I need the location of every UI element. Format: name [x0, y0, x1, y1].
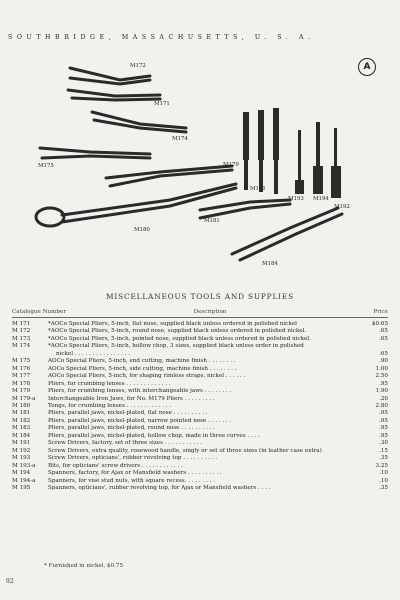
row-no: M 174: [12, 343, 31, 350]
table-row: [12, 418, 388, 425]
table-row: [12, 410, 388, 417]
table-row: [12, 448, 388, 455]
row-no: M 173: [12, 335, 31, 342]
screwdriver-m191a-icon: [243, 112, 249, 160]
table-header: [12, 309, 388, 318]
table-row: [12, 396, 388, 403]
row-desc: nickel . . . . . . . . . . . . . . . .: [56, 350, 130, 357]
header-catalogue: Catalogue Number: [12, 309, 66, 315]
footnote: * Furnished in nickel, $0.75: [44, 563, 124, 569]
row-no: M 180: [12, 402, 31, 409]
row-no: M 175: [12, 358, 31, 365]
row-desc: Screw Drivers, extra quality, rosewood handle, singly or set of three sizes (in leather case extra): [48, 447, 322, 454]
label-m172: M172: [130, 63, 146, 69]
row-desc: Pliers, for crumbing lenses . . . . . . . . . . . . .: [48, 380, 171, 387]
row-no: M 181: [12, 410, 31, 417]
row-no: M 194-a: [12, 477, 36, 484]
table-row: [12, 455, 388, 462]
table-row: [12, 388, 388, 395]
row-price: .90: [379, 358, 388, 365]
row-desc: Pliers, parallel jaws, nickel-plated, narrow pointed nose . . . . . . .: [48, 417, 232, 424]
label-m175: M175: [38, 163, 54, 169]
pliers-m174-icon: [92, 112, 186, 128]
row-price: .95: [379, 425, 388, 432]
row-no: M 191: [12, 440, 31, 447]
row-no: M 183: [12, 425, 31, 432]
table-row: [12, 351, 388, 358]
row-no: M 178: [12, 380, 31, 387]
table-row: [12, 470, 388, 477]
table-row: [12, 336, 388, 343]
row-price: $0.65: [371, 321, 388, 327]
row-price: .15: [379, 447, 388, 454]
row-desc: Pliers, parallel jaws, nickel-plated, hollow chop, made in three curves . . . .: [48, 432, 260, 439]
table-row: [12, 478, 388, 485]
row-no: M 184: [12, 432, 31, 439]
pliers-m175-icon: [40, 148, 150, 154]
row-price: .20: [379, 395, 388, 402]
table-row: [12, 343, 388, 350]
row-desc: Screw Drivers, opticians', rubber revolving top . . . . . . . . . .: [48, 455, 218, 462]
page-title: MISCELLANEOUS TOOLS AND SUPPLIES: [106, 292, 294, 301]
row-no: M 193: [12, 455, 31, 462]
table-row: [12, 321, 388, 328]
row-desc: *AOCo Special Pliers, 5-inch, pointed nose, supplied black unless ordered in polished nickel.: [48, 335, 311, 342]
row-no: M 171: [12, 321, 31, 327]
row-desc: Interchangeable Iron Jaws, for No. M179 Pliers . . . . . . . . .: [48, 395, 215, 402]
row-no: [12, 351, 48, 358]
row-desc: AOCo Special Pliers, 5-inch, side cutting, machine finish . . . . . . . .: [48, 365, 237, 372]
row-no: M 179: [12, 388, 31, 395]
row-desc: AOCo Special Pliers, 5-inch, for shaping rimless straps, nickel . . . . . .: [48, 373, 246, 380]
table-row: [12, 358, 388, 365]
page-header: SOUTHBRIDGE, MASSACHUSETTS, U. S. A.: [8, 34, 315, 41]
row-price: 1.90: [375, 388, 388, 395]
label-m174: M174: [172, 136, 188, 142]
label-m194: M194: [313, 196, 329, 202]
row-desc: *AOCo Special Pliers, 5-inch, hollow chop, 3 sizes, supplied black unless order in polished: [48, 343, 304, 350]
header-description: Description: [193, 309, 227, 315]
pliers-m184-icon: [232, 208, 338, 254]
table-row: [12, 403, 388, 410]
row-no: M 193-a: [12, 462, 36, 469]
row-price: .35: [379, 455, 388, 462]
row-price: 3.25: [375, 462, 388, 469]
row-price: .65: [379, 335, 388, 342]
price-table: [12, 309, 388, 492]
row-price: .30: [379, 440, 388, 447]
section-badge: A: [358, 58, 376, 76]
row-price: .95: [379, 380, 388, 387]
tools-plate-svg: [0, 50, 400, 290]
label-m184: M184: [262, 261, 278, 267]
row-desc: AOCo Special Pliers, 5-inch, end cutting, machine finish . . . . . . . .: [48, 358, 236, 365]
label-m171: M171: [154, 101, 170, 107]
table-row: [12, 366, 388, 373]
row-no: M 179-a: [12, 395, 36, 402]
row-desc: Spanners, opticians', rubber revolving top, for Ajax or Mansfield washers . . . .: [48, 484, 271, 491]
label-m180: M180: [134, 227, 150, 233]
table-row: [12, 425, 388, 432]
row-no: M 192: [12, 447, 31, 454]
table-row: [12, 373, 388, 380]
screwdriver-m191b-icon: [258, 110, 264, 160]
row-price: 1.00: [375, 365, 388, 372]
pliers-m171-icon: [68, 90, 160, 96]
row-price: .95: [379, 417, 388, 424]
table-row: [12, 328, 388, 335]
row-desc: Pliers, parallel jaws, nickel-plated, round nose . . . . . . . . . .: [48, 425, 216, 432]
row-desc: *AOCo Special Pliers, 5-inch, round nose, supplied black unless ordered in polished nickel.: [48, 328, 307, 335]
label-m191: M191: [250, 186, 266, 192]
row-desc: Spanners, factory, for Ajax or Mansfield washers . . . . . . . . . .: [48, 470, 222, 477]
row-desc: Bits, for opticians' screw drivers . . . . . . . . . . . .: [48, 462, 183, 469]
table-body: [12, 321, 388, 492]
row-price: .95: [379, 410, 388, 417]
label-m181: M181: [204, 218, 220, 224]
row-no: M 172: [12, 328, 31, 335]
table-row: [12, 463, 388, 470]
tongs-m180-icon: [36, 208, 64, 226]
row-no: M 195: [12, 484, 31, 491]
row-no: M 177: [12, 373, 31, 380]
page-number: 92: [6, 578, 14, 585]
row-price: 2.80: [375, 402, 388, 409]
label-m179: M179: [223, 162, 239, 168]
row-price: [360, 343, 388, 350]
row-no: M 194: [12, 470, 31, 477]
row-price: .65: [379, 350, 388, 357]
row-price: .10: [379, 477, 388, 484]
table-row: [12, 440, 388, 447]
header-price: Price: [373, 309, 388, 315]
row-desc: *AOCo Special Pliers, 5-inch, flat nose, supplied black unless ordered in polished nickel: [48, 321, 297, 327]
label-m193: M193: [288, 196, 304, 202]
row-price: .95: [379, 432, 388, 439]
row-desc: Screw Drivers, factory, set of three sizes . . . . . . . . . . .: [48, 440, 203, 447]
label-m192: M192: [334, 204, 350, 210]
row-desc: Pliers, parallel jaws, nickel-plated, flat nose . . . . . . . . . .: [48, 410, 208, 417]
tools-illustration: [0, 50, 400, 290]
row-no: M 182: [12, 417, 31, 424]
row-price: .10: [379, 470, 388, 477]
row-no: M 176: [12, 365, 31, 372]
table-row: [12, 381, 388, 388]
spanner-m194-icon: [316, 122, 320, 166]
screwdriver-m193-icon: [298, 130, 301, 184]
row-price: .65: [379, 328, 388, 335]
row-desc: Tongs, for crumbing lenses . . . . . . . . . . . . .: [48, 402, 172, 409]
screwdriver-m191c-icon: [273, 108, 279, 160]
table-row: [12, 485, 388, 492]
row-price: .35: [379, 484, 388, 491]
row-price: 2.50: [375, 373, 388, 380]
screwdriver-m192-icon: [334, 128, 337, 168]
row-desc: Pliers, for crumbing lenses, with interchangeable jaws . . . . . . . .: [48, 388, 232, 395]
row-desc: Spanners, for vise stud nuts, with square recess. . . . . . . . .: [48, 477, 215, 484]
table-row: [12, 433, 388, 440]
